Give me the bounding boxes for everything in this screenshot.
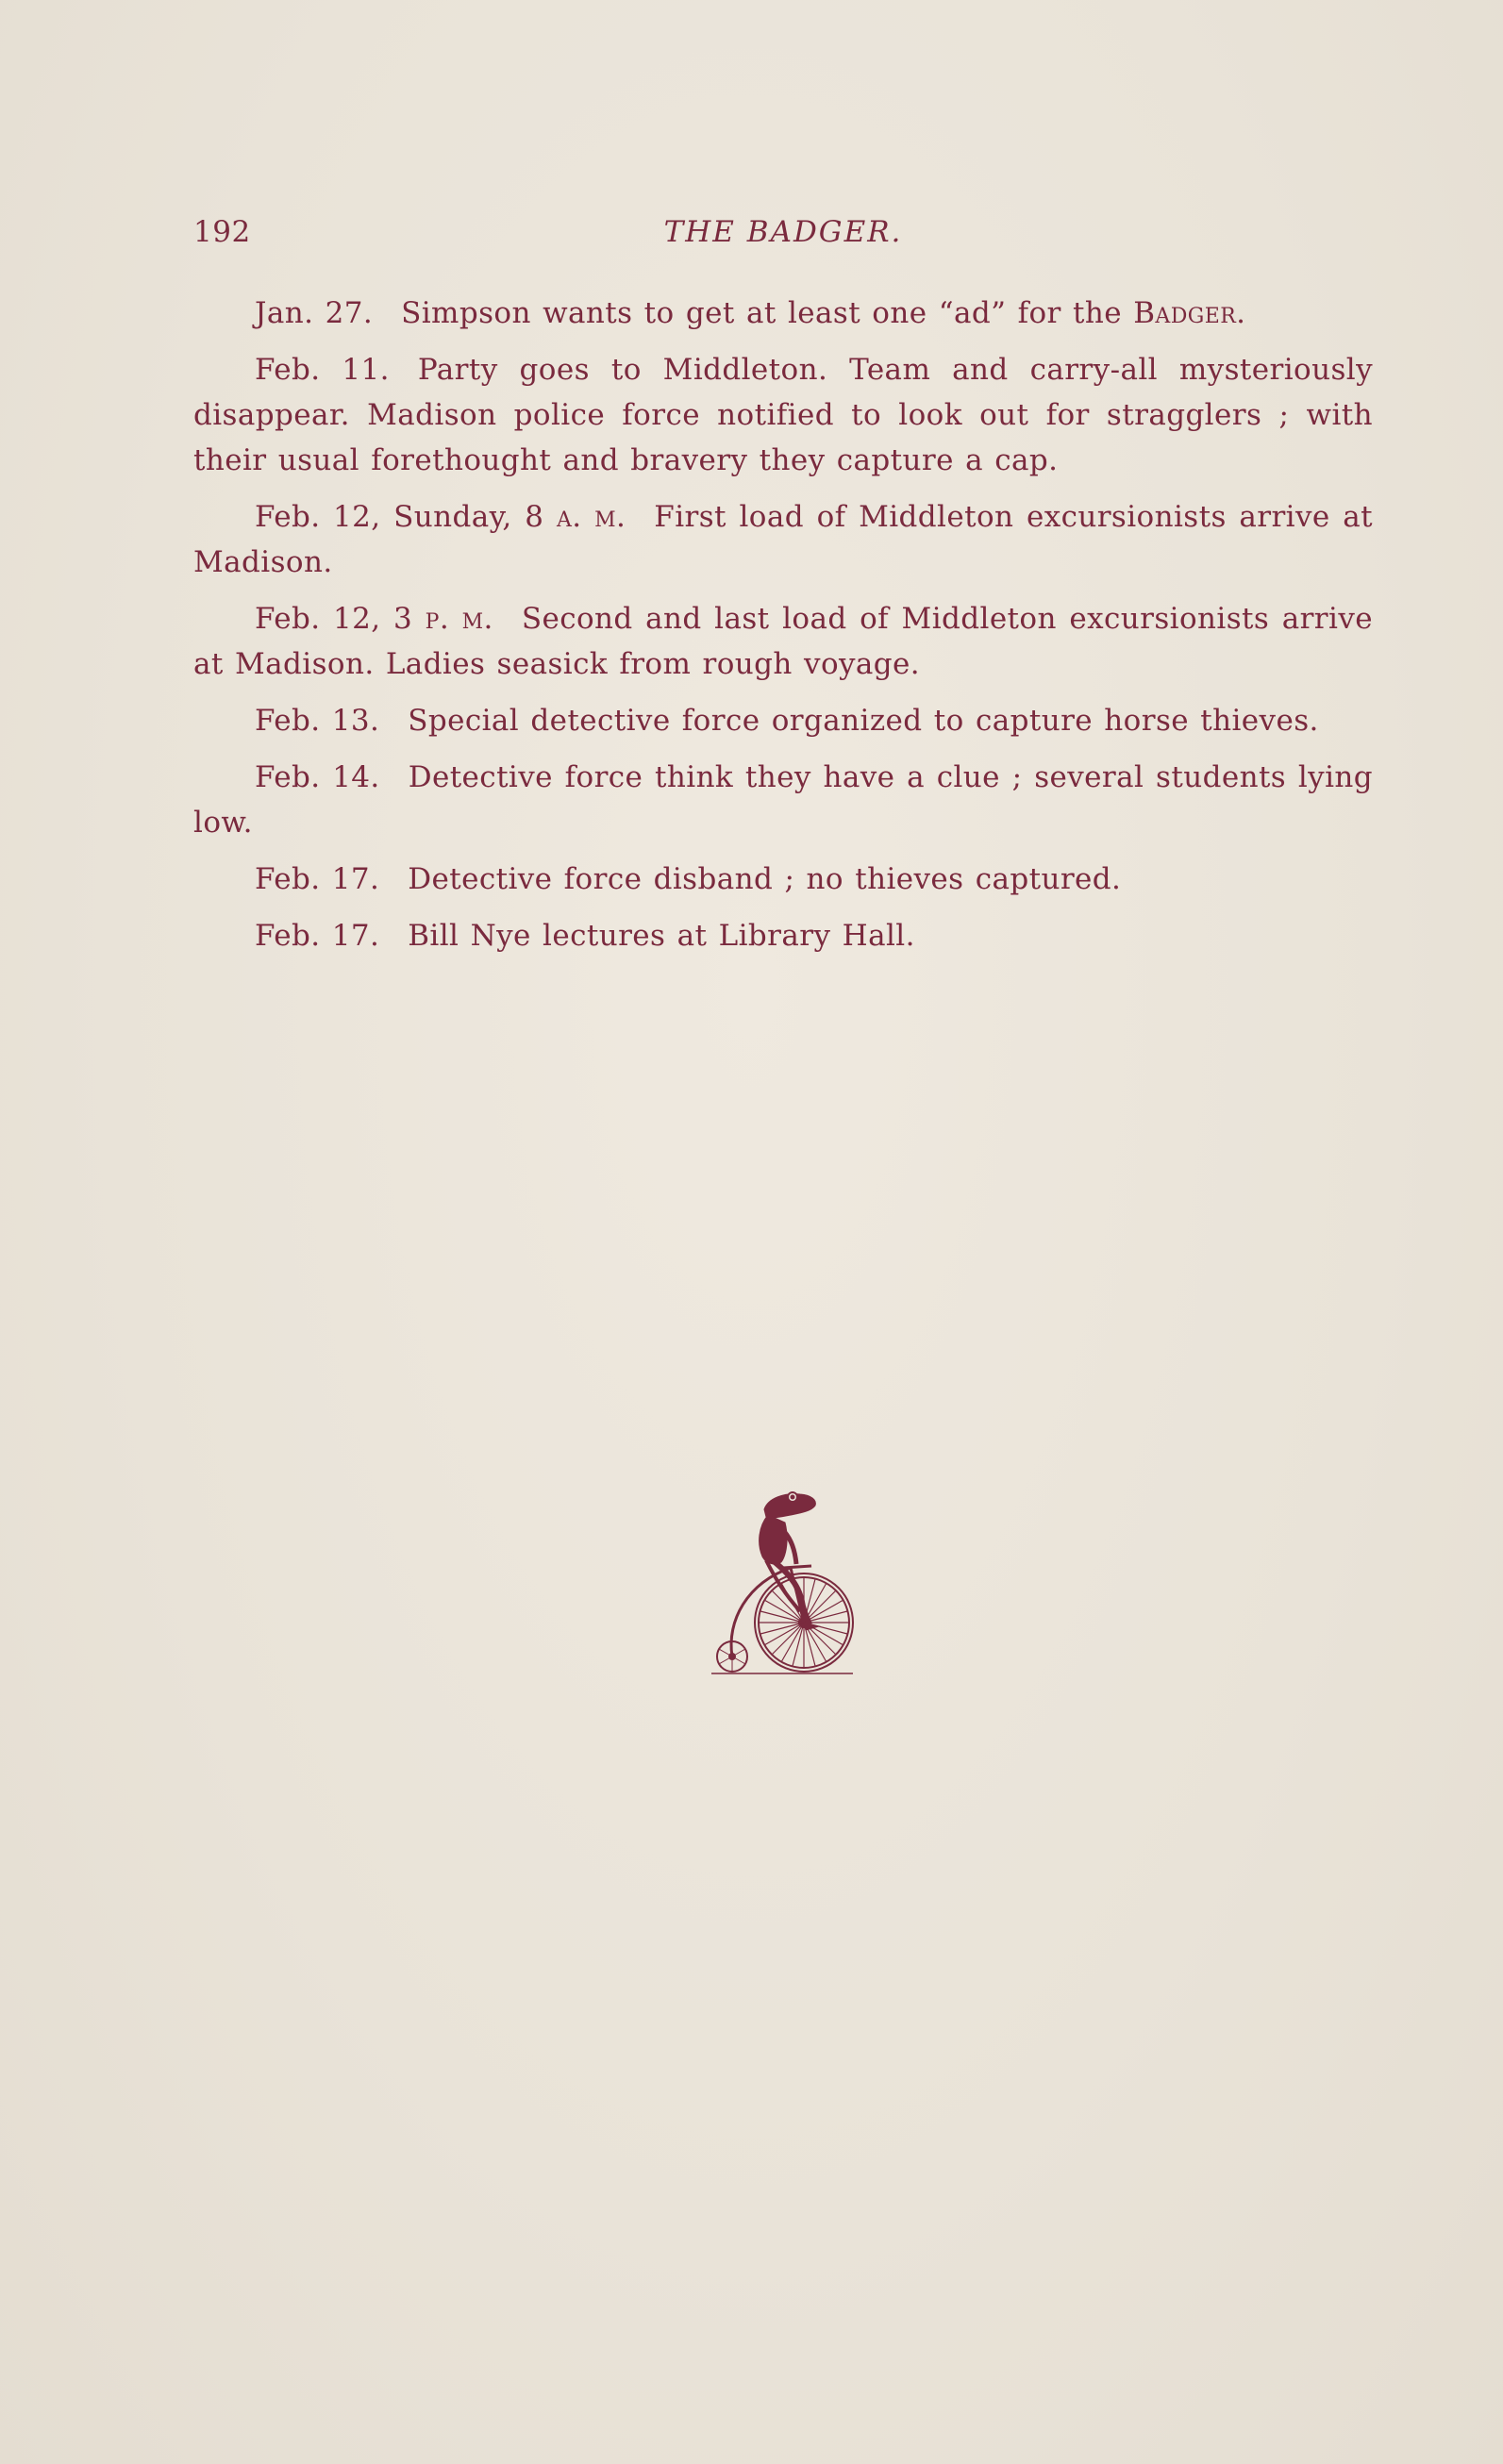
entry-date-text: Feb. 12, Sunday, 8: [255, 500, 557, 534]
entry-date: Feb. 13.: [255, 704, 380, 738]
frog-on-penny-farthing-icon: [710, 1489, 860, 1679]
entry-text: Detective force disband ; no thieves captured.: [408, 862, 1122, 896]
entry-date: Jan. 27.: [255, 296, 374, 330]
entry-text-end: .: [1236, 296, 1246, 330]
entry-jan-27: [193, 291, 1373, 336]
entry-text: Bill Nye lectures at Library Hall.: [408, 919, 915, 953]
entry-text: First load of Middleton excursionists arrive at Madison.: [193, 500, 1373, 579]
entry-date-time: a. m.: [556, 500, 626, 534]
entry-text: Second and last load of Middleton excursionists arrive at Madison. Ladies seasick from rough voyage.: [193, 602, 1373, 681]
entry-feb-13: [193, 698, 1373, 743]
entry-feb-12-morning: [193, 494, 1373, 585]
entry-text-small-caps: Badger: [1133, 296, 1237, 330]
entry-date: [255, 602, 493, 636]
running-title: THE BADGER.: [663, 215, 903, 249]
entry-date: Feb. 14.: [255, 760, 380, 794]
entry-feb-11: [193, 347, 1373, 483]
entry-date-text: Feb. 12, 3: [255, 602, 426, 636]
entry-feb-17-disband: [193, 857, 1373, 902]
entry-date: Feb. 17.: [255, 862, 380, 896]
entry-text: Party goes to Middleton. Team and carry-all mysteriously disappear. Madison police force notified to look out for stragglers ; with their usual forethought and bravery they capture a cap.: [193, 353, 1373, 477]
entry-text: Special detective force organized to capture horse thieves.: [408, 704, 1319, 738]
chronicle-entries: [193, 291, 1373, 970]
entry-feb-14: [193, 755, 1373, 845]
page-header: [193, 215, 1373, 257]
entry-date-time: p. m.: [425, 602, 493, 636]
entry-feb-17-lecture: [193, 913, 1373, 958]
entry-text: Detective force think they have a clue ; several students lying low.: [193, 760, 1373, 840]
entry-date: [255, 500, 626, 534]
entry-text: Simpson wants to get at least one “ad” for the: [401, 296, 1134, 330]
entry-date: Feb. 11.: [255, 353, 390, 387]
entry-date: Feb. 17.: [255, 919, 380, 953]
page-number: 192: [193, 215, 251, 249]
entry-feb-12-afternoon: [193, 596, 1373, 687]
